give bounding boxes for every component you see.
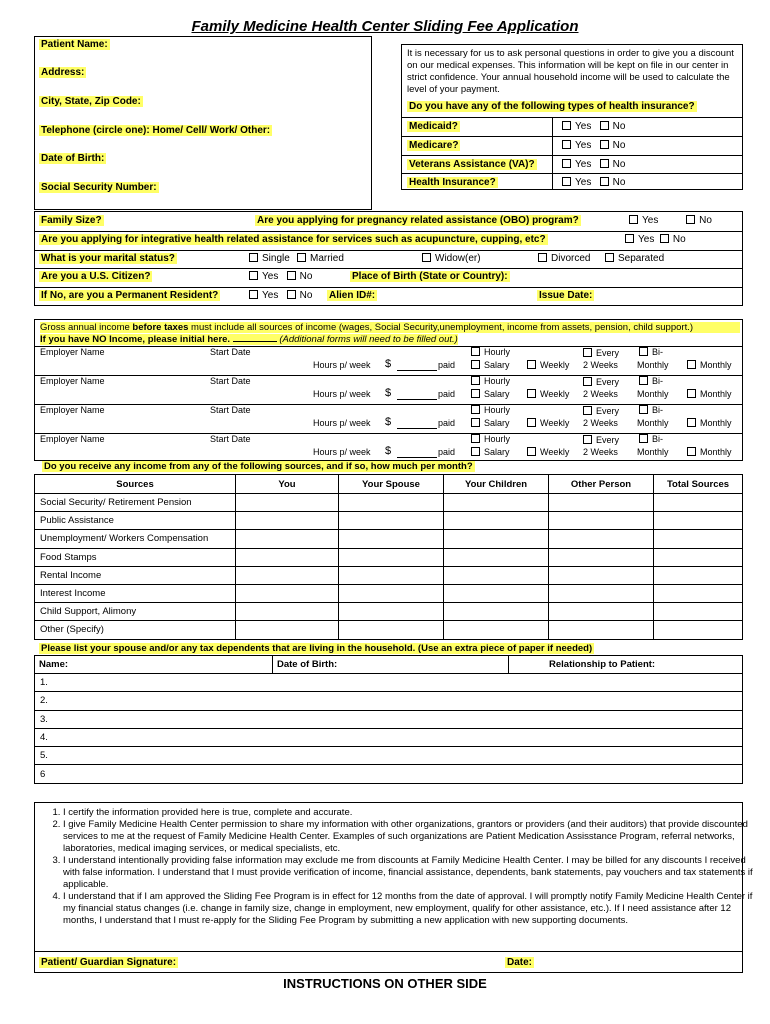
certification-item: 2. I give Family Medicine Health Center permission to share my information with other organizations, grantors or providers (and their auditors) that provide discounted services to me at the request of Family Medicine Health Center. Examples of such organizations are Patient Medication Assisstance Program, referral networks, laboratories, medical imaging services, or medical specialists, etc. — [63, 819, 763, 855]
dollar-sign: $ — [385, 445, 392, 457]
you-header: You — [236, 475, 339, 494]
employment-row: Employer Name Start Date Hours p/ week $ paid Hourly Salary Weekly Every 2 Weeks Bi- Monthly Monthly — [35, 375, 742, 405]
dependent-entry-cell[interactable] — [35, 728, 743, 746]
salary-checkbox[interactable] — [471, 389, 480, 398]
widower-checkbox[interactable] — [422, 253, 431, 262]
dollar-sign: $ — [385, 416, 392, 428]
source-label: Child Support, Alimony — [35, 603, 236, 621]
certification-section — [34, 802, 753, 973]
pregnancy-no-checkbox[interactable] — [686, 215, 695, 224]
certification-item: 4. I understand that if I am approved the Sliding Fee Program is in effect for 12 months from the date of approval. I will promptly notify Family Medicine Health Center if my financial status changes (i.e. change in family size, change in employment, new employment, qualify for other assistance, etc.). If I need assistance after 12 months, I understand that I must re-apply for the Sliding Fee Program by submitting a new application with new supporting documents. — [63, 891, 763, 927]
date-of-birth-label: Date of Birth: — [41, 153, 105, 164]
married-checkbox[interactable] — [297, 253, 306, 262]
dependent-row-number: 3. — [40, 713, 48, 725]
dependent-dob-header: Date of Birth: — [273, 656, 509, 674]
employment-row: Employer Name Start Date Hours p/ week $ paid Hourly Salary Weekly Every 2 Weeks Bi- Monthly Monthly — [35, 346, 742, 376]
employer-name-label: Employer Name — [40, 405, 105, 415]
dependent-row-number: 5. — [40, 750, 48, 762]
total-sources-header: Total Sources — [654, 475, 743, 494]
monthly-checkbox[interactable] — [687, 447, 696, 456]
sources-table-row — [35, 548, 743, 566]
source-amount-cell[interactable] — [444, 548, 549, 566]
salary-checkbox[interactable] — [471, 360, 480, 369]
insurance-intro: It is necessary for us to ask personal questions in order to give you a discount on our medical expenses. This information will be kept on file in our center in strict confidence. Your annual household income will be used to calculate the level of your payment. — [407, 48, 734, 95]
medicaid-yes-checkbox[interactable] — [562, 121, 571, 130]
every-2-weeks-checkbox[interactable] — [583, 377, 592, 386]
hourly-checkbox[interactable] — [471, 376, 480, 385]
employment-row: Employer Name Start Date Hours p/ week $ paid Hourly Salary Weekly Every 2 Weeks Bi- Monthly Monthly — [35, 404, 742, 434]
footer-instructions: INSTRUCTIONS ON OTHER SIDE — [283, 976, 487, 991]
va-no-checkbox[interactable] — [600, 159, 609, 168]
source-amount-cell[interactable] — [236, 548, 339, 566]
no-income-initial-field[interactable] — [233, 341, 277, 342]
pregnancy-yes-checkbox[interactable] — [629, 215, 638, 224]
health-insurance-label: Health Insurance? — [409, 177, 496, 188]
source-amount-cell[interactable] — [654, 512, 743, 530]
source-amount-cell[interactable] — [339, 512, 444, 530]
source-amount-cell[interactable] — [236, 512, 339, 530]
source-amount-cell[interactable] — [654, 548, 743, 566]
sources-table-row — [35, 530, 743, 548]
sources-table-row — [35, 621, 743, 639]
signature-label: Patient/ Guardian Signature: — [41, 957, 177, 968]
bimonthly-label: Monthly — [637, 418, 669, 428]
integrative-question: Are you applying for integrative health related assistance for services such as acupuncture, cupping, etc? — [41, 234, 546, 245]
patient-name-label: Patient Name: — [41, 39, 108, 50]
source-amount-cell[interactable] — [339, 603, 444, 621]
source-amount-cell[interactable] — [236, 584, 339, 602]
dependent-entry-cell[interactable] — [35, 747, 743, 765]
certification-list — [35, 807, 763, 927]
monthly-checkbox[interactable] — [687, 389, 696, 398]
hourly-checkbox[interactable] — [471, 434, 480, 443]
medicaid-label: Medicaid? — [409, 121, 458, 132]
medicare-label: Medicare? — [409, 140, 459, 151]
source-amount-cell[interactable] — [444, 530, 549, 548]
source-amount-cell[interactable] — [339, 621, 444, 639]
source-amount-cell[interactable] — [549, 603, 654, 621]
source-amount-cell[interactable] — [549, 584, 654, 602]
signature-date-label: Date: — [507, 957, 533, 968]
dependent-entry-cell[interactable] — [35, 765, 743, 783]
start-date-label: Start Date — [210, 434, 251, 444]
dependent-entry-cell[interactable] — [35, 692, 743, 710]
hours-per-week-label: Hours p/ week — [313, 360, 371, 370]
paid-label: paid — [438, 447, 456, 457]
every-2-weeks-label: 2 Weeks — [583, 389, 618, 399]
hourly-checkbox[interactable] — [471, 405, 480, 414]
source-label: Unemployment/ Workers Compensation — [35, 530, 236, 548]
health-insurance-no-checkbox[interactable] — [600, 177, 609, 186]
bimonthly-checkbox[interactable] — [639, 376, 648, 385]
marital-status-question: What is your marital status? — [41, 253, 175, 264]
dollar-sign: $ — [385, 358, 392, 370]
dependent-row-number: 1. — [40, 677, 48, 689]
sources-table-row — [35, 566, 743, 584]
separated-checkbox[interactable] — [605, 253, 614, 262]
dollar-sign: $ — [385, 387, 392, 399]
source-amount-cell[interactable] — [549, 512, 654, 530]
source-amount-cell[interactable] — [549, 548, 654, 566]
bimonthly-checkbox[interactable] — [639, 405, 648, 414]
sources-table-row — [35, 603, 743, 621]
patient-info-section — [34, 36, 372, 210]
insurance-section — [401, 44, 743, 190]
medicaid-no-checkbox[interactable] — [600, 121, 609, 130]
bimonthly-label: Monthly — [637, 447, 669, 457]
source-label: Food Stamps — [35, 548, 236, 566]
start-date-label: Start Date — [210, 347, 251, 357]
dependent-row — [35, 692, 743, 710]
source-amount-cell[interactable] — [236, 566, 339, 584]
dependents-instruction: Please list your spouse and/or any tax dependents that are living in the household. (Use an extra piece of paper if needed) — [41, 643, 593, 654]
weekly-checkbox[interactable] — [527, 389, 536, 398]
employment-row: Employer Name Start Date Hours p/ week $ paid Hourly Salary Weekly Every 2 Weeks Bi- Monthly Monthly — [40, 434, 732, 457]
employer-name-label: Employer Name — [40, 376, 105, 386]
pay-amount-field[interactable] — [397, 387, 437, 400]
no-income-note: If you have NO Income, please initial here. (Additional forms will need to be filled out.) — [40, 334, 458, 345]
source-label: Public Assistance — [35, 512, 236, 530]
source-amount-cell[interactable] — [236, 494, 339, 512]
source-amount-cell[interactable] — [339, 548, 444, 566]
source-amount-cell[interactable] — [549, 621, 654, 639]
source-amount-cell[interactable] — [236, 530, 339, 548]
hours-per-week-label: Hours p/ week — [313, 389, 371, 399]
dependent-row-number: 2. — [40, 695, 48, 707]
insurance-question: Do you have any of the following types of health insurance? — [409, 101, 695, 112]
source-amount-cell[interactable] — [444, 512, 549, 530]
source-amount-cell[interactable] — [549, 530, 654, 548]
pregnancy-question: Are you applying for pregnancy related assistance (OBO) program? — [257, 215, 579, 226]
source-amount-cell[interactable] — [444, 494, 549, 512]
employer-name-label: Employer Name — [40, 434, 105, 444]
va-label: Veterans Assistance (VA)? — [409, 159, 535, 170]
source-amount-cell[interactable] — [549, 566, 654, 584]
source-amount-cell[interactable] — [444, 621, 549, 639]
source-amount-cell[interactable] — [444, 603, 549, 621]
bimonthly-label: Monthly — [637, 389, 669, 399]
single-checkbox[interactable] — [249, 253, 258, 262]
resident-yes-checkbox[interactable] — [249, 290, 258, 299]
dependent-row-number: 6 — [40, 768, 46, 780]
health-insurance-yes-checkbox[interactable] — [562, 177, 571, 186]
source-amount-cell[interactable] — [339, 494, 444, 512]
weekly-checkbox[interactable] — [527, 360, 536, 369]
resident-options: Yes No — [249, 290, 312, 301]
source-amount-cell[interactable] — [654, 603, 743, 621]
permanent-resident-question: If No, are you a Permanent Resident? — [41, 290, 219, 301]
source-amount-cell[interactable] — [339, 566, 444, 584]
hours-per-week-label: Hours p/ week — [313, 447, 371, 457]
every-2-weeks-label: 2 Weeks — [583, 360, 618, 370]
dependent-relationship-header: Relationship to Patient: — [509, 656, 743, 674]
divorced-checkbox[interactable] — [538, 253, 547, 262]
source-label: Rental Income — [35, 566, 236, 584]
dependent-row — [35, 674, 743, 692]
source-amount-cell[interactable] — [339, 584, 444, 602]
salary-checkbox[interactable] — [471, 418, 480, 427]
birthplace-label: Place of Birth (State or Country): — [352, 271, 508, 282]
every-2-weeks-checkbox[interactable] — [583, 406, 592, 415]
resident-no-checkbox[interactable] — [287, 290, 296, 299]
dependent-entry-cell[interactable] — [35, 710, 743, 728]
every-2-weeks-checkbox[interactable] — [583, 348, 592, 357]
sources-question: Do you receive any income from any of the following sources, and if so, how much per month? — [44, 461, 473, 472]
issue-date-label: Issue Date: — [539, 290, 593, 301]
other-person-header: Other Person — [549, 475, 654, 494]
family-size-label: Family Size? — [41, 215, 102, 226]
citizen-yes-checkbox[interactable] — [249, 271, 258, 280]
medicare-options: Yes No — [562, 140, 625, 151]
dependent-entry-cell[interactable] — [35, 674, 743, 692]
bimonthly-label: Monthly — [637, 360, 669, 370]
hours-per-week-label: Hours p/ week — [313, 418, 371, 428]
family-info-section: Family Size? Are you applying for pregnancy related assistance (OBO) program? Yes No Are you applying for integrative health related assistance for services such as acupuncture, cupping, etc? Yes No What is your marital status? Single Married Widow(er) Divorced Separated Are you a U.S. Citizen? Yes No Place of Birth (State or Country): If No, are you a Permanent Resident? Yes No Alien ID#: Issue Date: — [34, 211, 743, 306]
every-2-weeks-label: 2 Weeks — [583, 418, 618, 428]
integrative-options: Yes No — [625, 234, 686, 245]
address-label: Address: — [41, 67, 85, 78]
every-2-weeks-checkbox[interactable] — [583, 435, 592, 444]
pay-amount-field[interactable] — [397, 358, 437, 371]
start-date-label: Start Date — [210, 405, 251, 415]
source-amount-cell[interactable] — [444, 584, 549, 602]
bimonthly-checkbox[interactable] — [639, 434, 648, 443]
income-sources-table — [34, 474, 743, 640]
source-amount-cell[interactable] — [236, 621, 339, 639]
ssn-label: Social Security Number: — [41, 182, 157, 193]
sources-header: Sources — [35, 475, 236, 494]
source-amount-cell[interactable] — [654, 621, 743, 639]
dependent-row — [35, 710, 743, 728]
dependent-row — [35, 747, 743, 765]
dependent-name-header: Name: — [35, 656, 273, 674]
va-yes-checkbox[interactable] — [562, 159, 571, 168]
start-date-label: Start Date — [210, 376, 251, 386]
citizen-no-checkbox[interactable] — [287, 271, 296, 280]
integrative-no-checkbox[interactable] — [660, 234, 669, 243]
source-amount-cell[interactable] — [444, 566, 549, 584]
alien-id-label: Alien ID#: — [329, 290, 376, 301]
every-2-weeks-label: 2 Weeks — [583, 447, 618, 457]
source-amount-cell[interactable] — [236, 603, 339, 621]
source-label: Interest Income — [35, 584, 236, 602]
paid-label: paid — [438, 418, 456, 428]
source-amount-cell[interactable] — [549, 494, 654, 512]
pay-amount-field[interactable] — [397, 445, 437, 458]
certification-item: 3. I understand intentionally providing false information may exclude me from discounts at Family Medicine Health Center. I may be billed for any discounts I received with false information. I understand that I must provide verification of income, financial assistance, dependents, bank statements, pay vouchers and tax statements if applicable. — [63, 855, 763, 891]
source-amount-cell[interactable] — [339, 530, 444, 548]
bimonthly-checkbox[interactable] — [639, 347, 648, 356]
pregnancy-options: Yes No — [629, 215, 712, 226]
hourly-checkbox[interactable] — [471, 347, 480, 356]
city-state-zip-label: City, State, Zip Code: — [41, 96, 141, 107]
certification-item: 1. I certify the information provided here is true, complete and accurate. — [63, 807, 763, 819]
dependent-row — [35, 765, 743, 783]
monthly-checkbox[interactable] — [687, 418, 696, 427]
source-label: Other (Specify) — [35, 621, 236, 639]
sources-table-row — [35, 584, 743, 602]
children-header: Your Children — [444, 475, 549, 494]
dependent-row-number: 4. — [40, 732, 48, 744]
paid-label: paid — [438, 389, 456, 399]
paid-label: paid — [438, 360, 456, 370]
form-title: Family Medicine Health Center Sliding Fee Application — [191, 18, 579, 35]
monthly-checkbox[interactable] — [687, 360, 696, 369]
employer-name-label: Employer Name — [40, 347, 105, 357]
dependent-row — [35, 728, 743, 746]
salary-checkbox[interactable] — [471, 447, 480, 456]
medicaid-options: Yes No — [562, 121, 625, 132]
citizen-question: Are you a U.S. Citizen? — [41, 271, 151, 282]
source-label: Social Security/ Retirement Pension — [35, 494, 236, 512]
source-amount-cell[interactable] — [654, 584, 743, 602]
medicare-yes-checkbox[interactable] — [562, 140, 571, 149]
dependents-table — [34, 655, 743, 784]
health-insurance-options: Yes No — [562, 177, 625, 188]
source-amount-cell[interactable] — [654, 566, 743, 584]
pay-amount-field[interactable] — [397, 416, 437, 429]
sources-table-row — [35, 512, 743, 530]
spouse-header: Your Spouse — [339, 475, 444, 494]
source-amount-cell[interactable] — [654, 530, 743, 548]
sources-table-row — [35, 494, 743, 512]
integrative-yes-checkbox[interactable] — [625, 234, 634, 243]
weekly-checkbox[interactable] — [527, 418, 536, 427]
weekly-checkbox[interactable] — [527, 447, 536, 456]
medicare-no-checkbox[interactable] — [600, 140, 609, 149]
source-amount-cell[interactable] — [654, 494, 743, 512]
va-options: Yes No — [562, 159, 625, 170]
telephone-label: Telephone (circle one): Home/ Cell/ Work/ Other: — [41, 125, 271, 136]
income-intro: Gross annual income before taxes must include all sources of income (wages, Social Security,unemployment, income from assets, pension, child support.) — [40, 322, 740, 333]
citizen-options: Yes No — [249, 271, 312, 282]
